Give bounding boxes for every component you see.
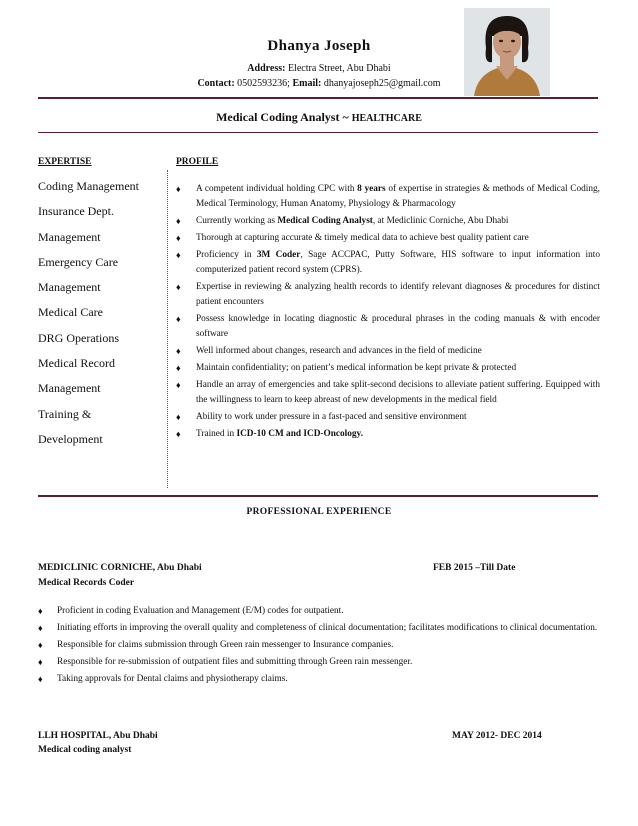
profile-item	[176, 344, 600, 359]
profile-item-highlight: ICD-10 CM and ICD-Oncology.	[236, 429, 364, 439]
diamond-bullet-icon: ♦	[38, 657, 43, 667]
experience-heading: PROFESSIONAL EXPERIENCE	[246, 507, 392, 517]
profile-heading: PROFILE	[176, 157, 219, 167]
expertise-item: Development	[38, 431, 103, 446]
job-title-main: Medical Coding Analyst ~	[216, 110, 352, 124]
profile-item	[176, 182, 600, 212]
diamond-bullet-icon: ♦	[176, 184, 181, 194]
title-divider	[38, 132, 598, 133]
header-divider	[38, 97, 598, 99]
profile-item-text: , at Mediclinic Corniche, Abu Dhabi	[372, 216, 509, 226]
profile-item-text: Trained in	[196, 429, 237, 439]
responsibility-item	[38, 621, 600, 636]
diamond-bullet-icon: ♦	[176, 233, 181, 243]
responsibility-item	[38, 604, 600, 619]
diamond-bullet-icon: ♦	[38, 674, 43, 684]
profile-item	[176, 280, 600, 310]
diamond-bullet-icon: ♦	[176, 346, 181, 356]
contact-label: Contact:	[197, 78, 235, 89]
profile-item-text: Proficiency in	[196, 250, 257, 260]
profile-item-text: Expertise in reviewing & analyzing health records to identify relevant diagnoses & procedures for distinct patient encounters	[196, 282, 600, 307]
expertise-item: Training &	[38, 406, 92, 421]
profile-item-text: Handle an array of emergencies and take split-second decisions to alleviate patient suffering. Equipped with the willingness to learn to keep abreast of new developments in the medical field	[196, 380, 600, 405]
profile-item-text: Thorough at capturing accurate & timely medical data to achieve best quality patient care	[196, 233, 529, 243]
expertise-item: Medical Care	[38, 305, 103, 320]
job-role: Medical coding analyst	[38, 745, 132, 755]
job-employer: MEDICLINIC CORNICHE, Abu Dhabi	[38, 563, 202, 573]
section-divider	[38, 495, 598, 497]
profile-photo	[464, 8, 550, 96]
expertise-item: DRG Operations	[38, 330, 119, 345]
expertise-item: Management	[38, 381, 101, 396]
profile-item-highlight: 3M Coder	[256, 250, 301, 260]
expertise-item: Management	[38, 229, 101, 244]
job-responsibilities	[38, 604, 600, 689]
expertise-item: Coding Management	[38, 179, 139, 193]
job-dates: MAY 2012- DEC 2014	[452, 731, 542, 741]
profile-list	[176, 182, 600, 444]
job-title	[0, 110, 638, 125]
profile-item-text: Possess knowledge in locating diagnostic & procedural phrases in the coding manuals & with encoder software	[196, 314, 600, 339]
expertise-item: Emergency Care	[38, 254, 119, 269]
profile-item-text: , Sage ACCPAC, Putty Software, HIS software to input information into computerized patient record system (CPRS).	[196, 250, 600, 275]
diamond-bullet-icon: ♦	[176, 429, 181, 439]
profile-item-highlight: 8 years	[357, 184, 386, 194]
phone-value: 0502593236;	[234, 78, 293, 89]
responsibility-text: Responsible for claims submission through Green rain messenger to Insurance companies.	[57, 640, 394, 650]
job-title-sector: HEALTHCARE	[351, 113, 422, 124]
expertise-item: Management	[38, 280, 101, 295]
profile-item	[176, 427, 600, 442]
job-employer: LLH HOSPITAL, Abu Dhabi	[38, 731, 158, 741]
profile-item	[176, 248, 600, 278]
profile-item-text: Currently working as	[196, 216, 278, 226]
diamond-bullet-icon: ♦	[38, 623, 43, 633]
profile-item-text: Well informed about changes, research and advances in the field of medicine	[196, 346, 482, 356]
responsibility-text: Taking approvals for Dental claims and physiotherapy claims.	[57, 674, 288, 684]
diamond-bullet-icon: ♦	[176, 412, 181, 422]
profile-item	[176, 361, 600, 376]
diamond-bullet-icon: ♦	[176, 250, 181, 260]
diamond-bullet-icon: ♦	[38, 606, 43, 616]
responsibility-item	[38, 638, 600, 653]
diamond-bullet-icon: ♦	[176, 363, 181, 373]
responsibility-text: Initiating efforts in improving the overall quality and completeness of clinical documentation; facilitates modifications to clinical documentation.	[57, 623, 598, 633]
responsibility-text: Responsible for re-submission of outpatient files and submitting through Green rain messenger.	[57, 657, 413, 667]
portrait-image	[464, 8, 550, 96]
email-value: dhanyajoseph25@gmail.com	[321, 78, 441, 89]
profile-item-highlight: Medical Coding Analyst	[277, 216, 373, 226]
profile-item	[176, 214, 600, 229]
diamond-bullet-icon: ♦	[176, 216, 181, 226]
responsibility-text: Proficient in coding Evaluation and Management (E/M) codes for outpatient.	[57, 606, 344, 616]
profile-item-text: Maintain confidentiality; on patient’s medical information be kept private & protected	[196, 363, 517, 373]
profile-item	[176, 231, 600, 246]
address-label: Address:	[247, 63, 286, 74]
candidate-name: Dhanya Joseph	[267, 38, 371, 54]
diamond-bullet-icon: ♦	[176, 380, 181, 390]
diamond-bullet-icon: ♦	[176, 282, 181, 292]
profile-item-text: A competent individual holding CPC with	[196, 184, 358, 194]
column-divider	[167, 170, 168, 488]
address-value: Electra Street, Abu Dhabi	[285, 63, 391, 74]
expertise-heading: EXPERTISE	[38, 157, 92, 167]
expertise-item: Insurance Dept.	[38, 204, 114, 219]
diamond-bullet-icon: ♦	[38, 640, 43, 650]
profile-item	[176, 378, 600, 408]
responsibility-item	[38, 655, 600, 670]
email-label: Email:	[292, 78, 322, 89]
expertise-list	[38, 178, 163, 456]
profile-item-text: of expertise in strategies & methods of Medical Coding, Medical Terminology, Human Anatomy, Physiology & Pharmacology	[196, 184, 601, 209]
job-dates: FEB 2015 –Till Date	[433, 563, 516, 573]
profile-item	[176, 312, 600, 342]
diamond-bullet-icon: ♦	[176, 314, 181, 324]
profile-item	[176, 410, 600, 425]
job-role: Medical Records Coder	[38, 578, 135, 588]
expertise-item: Medical Record	[38, 356, 115, 371]
responsibility-item	[38, 672, 600, 687]
profile-item-text: Ability to work under pressure in a fast-paced and sensitive environment	[196, 412, 467, 422]
